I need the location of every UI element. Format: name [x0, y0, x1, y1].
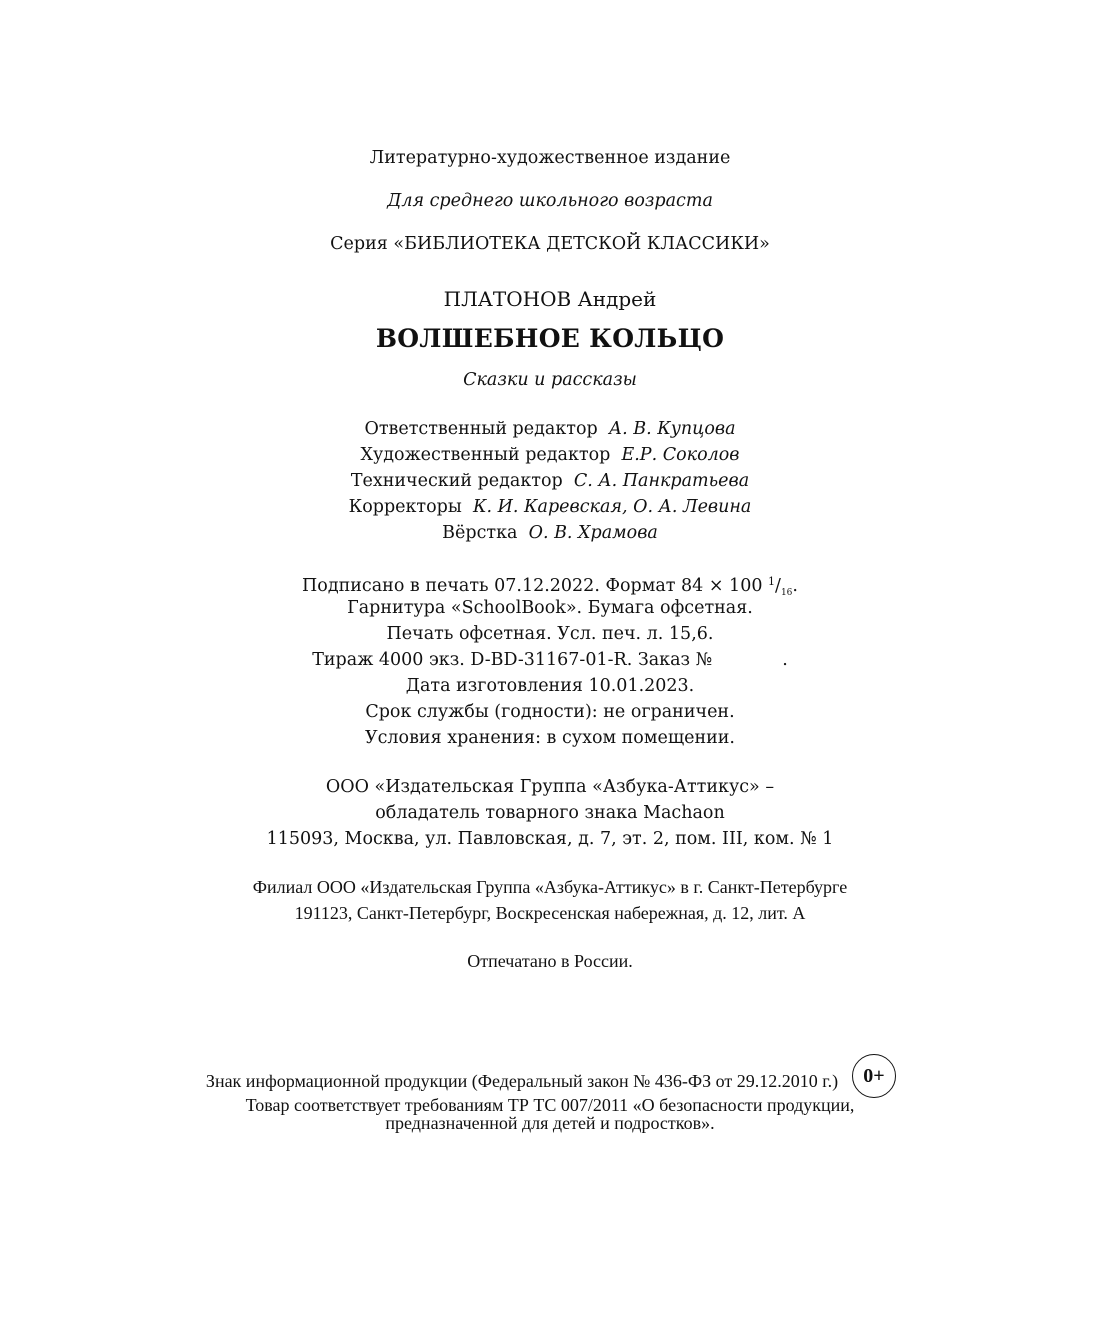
book-title: ВОЛШЕБНОЕ КОЛЬЦО [375, 324, 725, 353]
credit-line [0, 444, 1100, 466]
run-line [0, 649, 1100, 671]
credit-role: Технический редактор [350, 471, 563, 491]
series: Серия «БИБЛИОТЕКА ДЕТСКОЙ КЛАССИКИ» [330, 234, 770, 254]
credit-role: Корректоры [348, 497, 462, 517]
credit-name: С. А. Панкратьева [573, 471, 750, 491]
credit-role: Ответственный редактор [364, 419, 598, 439]
branch-address: 191123, Санкт-Петербург, Воскресенская набережная, д. 12, лит. А [294, 903, 806, 923]
format-numerator: 1 [768, 575, 776, 588]
credit-role: Художественный редактор [360, 445, 611, 465]
format-end: . [792, 576, 798, 596]
branch-line-1: Филиал ООО «Издательская Группа «Азбука-Аттикус» в г. Санкт-Петербурге [252, 877, 848, 897]
shelf-life: Срок службы (годности): не ограничен. [365, 702, 735, 722]
age-rating-badge: 0+ [852, 1054, 896, 1098]
credit-name: К. И. Каревская, О. А. Левина [472, 497, 752, 517]
run-text: Тираж 4000 экз. D-BD-31167-01-R. Заказ № [312, 650, 713, 670]
credit-role: Вёрстка [442, 523, 518, 543]
book-author: ПЛАТОНОВ Андрей [443, 287, 657, 311]
signed-line: Подписано в печать 07.12.2022. Формат 84 × 100 $^1/_{16}$. [302, 575, 798, 598]
credit-line [0, 418, 1100, 440]
format-denominator: 16 [780, 588, 793, 598]
compliance-line-1: Товар соответствует требованиям ТР ТС 007/2011 «О безопасности продукции, [245, 1095, 855, 1115]
credit-name: О. В. Храмова [528, 523, 658, 543]
info-sign-text: Знак информационной продукции (Федеральный закон № 436-ФЗ от 29.12.2010 г.) [205, 1071, 839, 1091]
credit-name: А. В. Купцова [608, 419, 736, 439]
age-group: Для среднего школьного возраста [387, 191, 713, 211]
credit-line [0, 470, 1100, 492]
book-subtitle: Сказки и рассказы [463, 370, 637, 390]
publisher-address: 115093, Москва, ул. Павловская, д. 7, эт. 2, пом. III, ком. № 1 [266, 829, 834, 849]
credit-line [0, 496, 1100, 518]
signed-text: Подписано в печать 07.12.2022. Формат 84 × 100 [302, 576, 763, 596]
edition-type: Литературно-художественное издание [369, 148, 731, 168]
publisher-line-2: обладатель товарного знака Machaon [375, 803, 725, 823]
publisher-line-1: ООО «Издательская Группа «Азбука-Аттикус» – [325, 777, 775, 797]
credit-name: Е.Р. Соколов [621, 445, 740, 465]
manufacture-date: Дата изготовления 10.01.2023. [405, 676, 695, 696]
typeface-line: Гарнитура «SchoolBook». Бумага офсетная. [347, 598, 753, 618]
credit-line [0, 522, 1100, 544]
compliance-line-2: предназначенной для детей и подростков». [385, 1113, 715, 1133]
printed-in: Отпечатано в России. [467, 951, 633, 971]
storage-conditions: Условия хранения: в сухом помещении. [364, 728, 735, 748]
printing-line: Печать офсетная. Усл. печ. л. 15,6. [386, 624, 714, 644]
run-end: . [782, 650, 788, 670]
